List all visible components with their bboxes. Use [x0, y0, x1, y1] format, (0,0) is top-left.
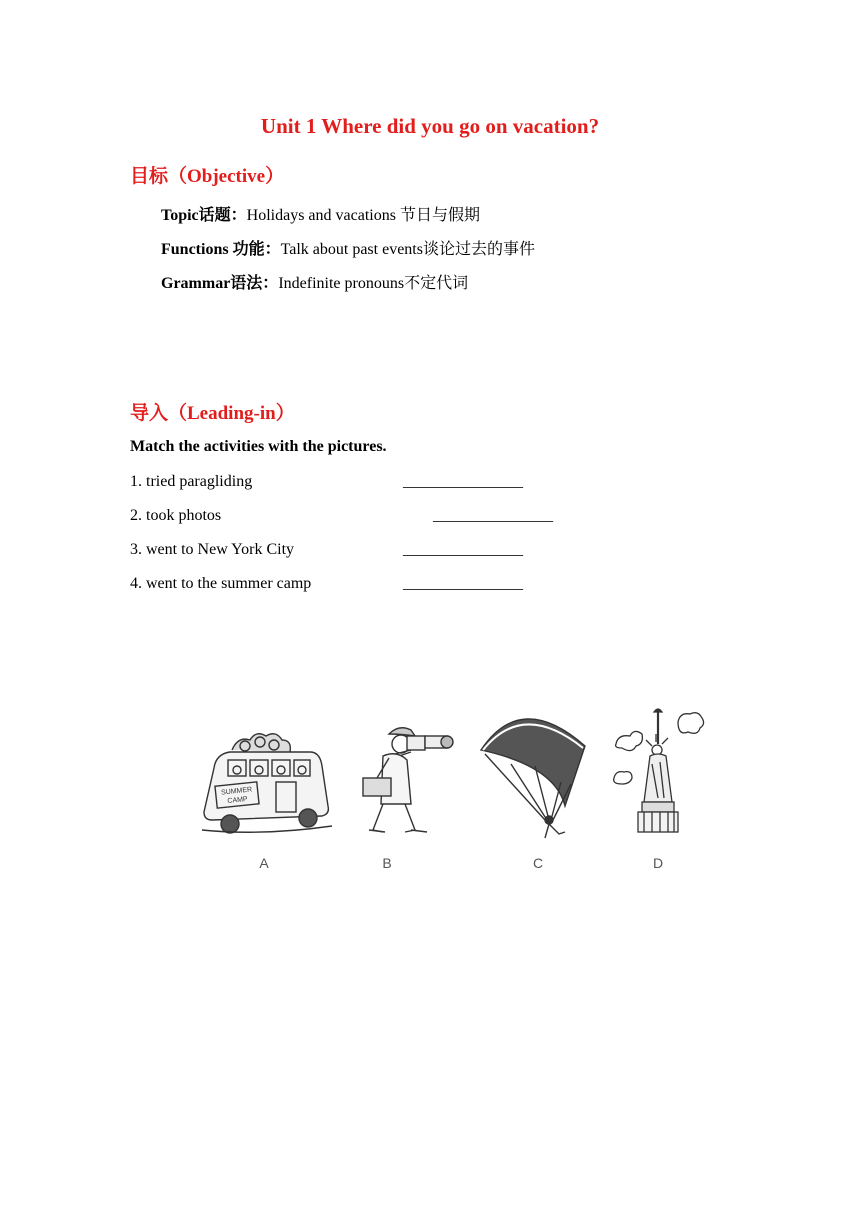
objective-functions: [161, 236, 535, 259]
functions-text: Talk about past events谈论过去的事件: [280, 241, 535, 258]
topic-text: Holidays and vacations 节日与假期: [246, 207, 480, 224]
match-item-4: 4. went to the summer camp: [130, 575, 312, 592]
match-item-1: 1. tried paragliding: [130, 473, 253, 490]
summer-camp-bus-icon: [200, 728, 335, 838]
photographer-icon: [355, 722, 455, 837]
picture-label-a: A: [259, 855, 269, 871]
objective-grammar: [161, 270, 468, 293]
answer-blank-1[interactable]: _______________: [403, 473, 523, 490]
match-item-2: 2. took photos: [130, 507, 222, 524]
picture-label-d: D: [652, 855, 664, 871]
picture-label-c: C: [532, 855, 544, 871]
paraglider-icon: [475, 704, 590, 839]
objective-topic: [161, 202, 480, 225]
leading-in-heading: 导入（Leading-in）: [130, 403, 295, 424]
picture-label-b: B: [382, 855, 392, 871]
svg-text:CAMP: CAMP: [227, 795, 249, 806]
statue-of-liberty-icon: [612, 708, 704, 836]
functions-label: Functions 功能：: [161, 241, 281, 258]
answer-blank-3[interactable]: _______________: [403, 541, 523, 558]
instruction: Match the activities with the pictures.: [130, 438, 387, 455]
answer-blank-2[interactable]: _______________: [433, 507, 553, 524]
grammar-label: Grammar语法：: [161, 275, 279, 292]
page-title: Unit 1 Where did you go on vacation?: [260, 114, 600, 138]
topic-label: Topic话题：: [161, 207, 247, 224]
svg-text:SUMMER: SUMMER: [220, 786, 253, 797]
grammar-text: Indefinite pronouns不定代词: [278, 275, 469, 292]
objective-heading: 目标（Objective）: [130, 166, 285, 187]
answer-blank-4[interactable]: _______________: [403, 575, 523, 592]
match-item-3: 3. went to New York City: [130, 541, 295, 558]
